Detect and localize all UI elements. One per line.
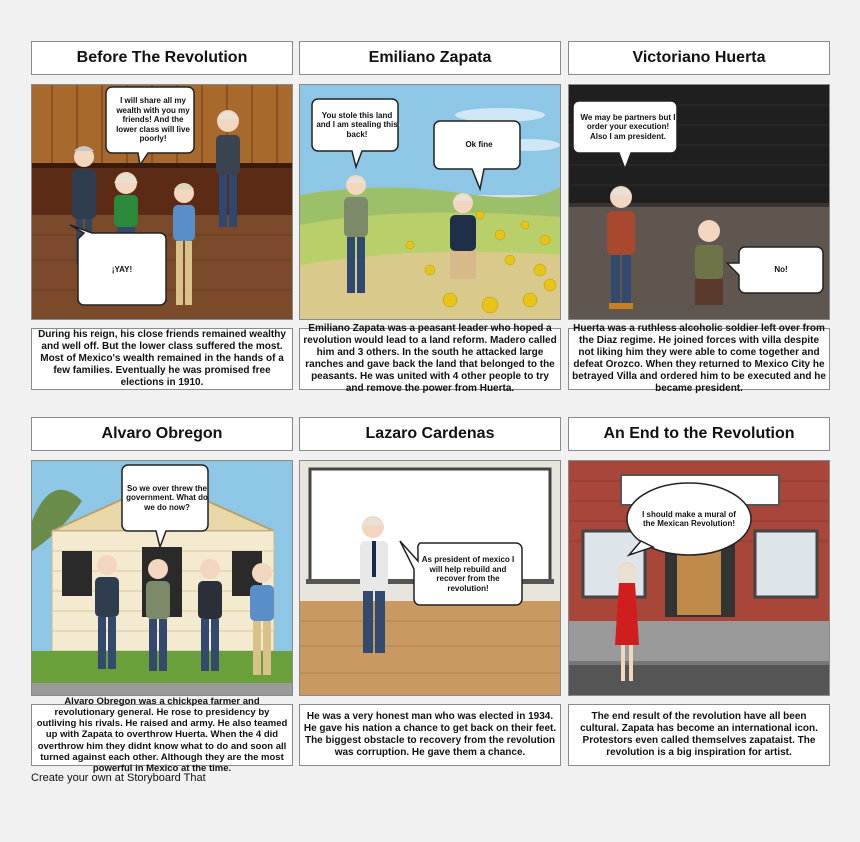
panel-5-scene [299, 460, 561, 696]
panel-1-caption: During his reign, his close friends remained wealthy and well off. But the lower class suffered the most. Most of Mexico's wealth remained in the hands of a few families. Eventually he was promised free elections in 1910. [31, 328, 293, 390]
storyboard-that-footer[interactable]: Create your own at Storyboard That [31, 772, 206, 784]
panel-1-scene [31, 84, 293, 320]
panel-6-caption: The end result of the revolution have all been cultural. Zapata has become an international icon. Protestors even called themselves zapataist. The revolution is a big inspiration for artist. [568, 704, 830, 766]
panel-3-title: Victoriano Huerta [568, 41, 830, 75]
panel-5-caption: He was a very honest man who was elected in 1934. He gave his nation a chance to get back on their feet. The biggest obstacle to recovery from the revolution was corruption. He gave them a chance. [299, 704, 561, 766]
panel-3-scene [568, 84, 830, 320]
panel-1-title: Before The Revolution [31, 41, 293, 75]
panel-4-title: Alvaro Obregon [31, 417, 293, 451]
panel-2-caption: Emiliano Zapata was a peasant leader who hoped a revolution would lead to a land reform. Madero called him and 3 others. In the south he attacked large ranches and gave back the land that belonged to the peasants. He was united with 4 other people to try and remove the power from Huerta. [299, 328, 561, 390]
speech-bubble-ok-fine: Ok fine [465, 140, 493, 150]
speech-bubble-president: As president of mexico I will help rebuild and recover from the revolution! [421, 555, 515, 593]
figure-villa-kneeling [695, 220, 723, 305]
speech-bubble-overthrew: So we over threw the government. What do we do now? [126, 483, 208, 512]
speech-bubble-wealth: I will share all my wealth with you my friends! And the lower class will live poorly! [116, 96, 190, 144]
panel-2-title: Emiliano Zapata [299, 41, 561, 75]
speech-bubble-no: No! [774, 265, 788, 275]
panel-3-caption: Huerta was a ruthless alcoholic soldier left over from the Diaz regime. He joined forces with villa despite not liking him they were able to come together and defeat Orozco. When they returned to Mexico City he betrayed Villa and ordered him to be executed and he became president. [568, 328, 830, 390]
panel-6-scene [568, 460, 830, 696]
speech-bubble-mural: I should make a mural of the Mexican Revolution! [642, 509, 736, 528]
panel-4-caption: Alvaro Obregon was a chickpea farmer and revolutionary general. He rose to presidency by outliving his rivals. He raised and army. He also teamed up with Zapata to overthrow Huerta. When the 4 did overthrow him they didnt know what to do and soon all turned against each other. Although they are the most powerful in Mexico at the time. [31, 704, 293, 766]
speech-bubble-stole-land: You stole this land and I am stealing this back! [316, 110, 398, 139]
panel-4-scene [31, 460, 293, 696]
panel-6-title: An End to the Revolution [568, 417, 830, 451]
speech-bubble-yay: ¡YAY! [111, 265, 133, 275]
figure-kneeling-man [450, 193, 476, 279]
speech-bubble-execution: We may be partners but I order your execution! Also I am president. [580, 112, 676, 141]
panel-2-scene [299, 84, 561, 320]
panel-5-title: Lazaro Cardenas [299, 417, 561, 451]
